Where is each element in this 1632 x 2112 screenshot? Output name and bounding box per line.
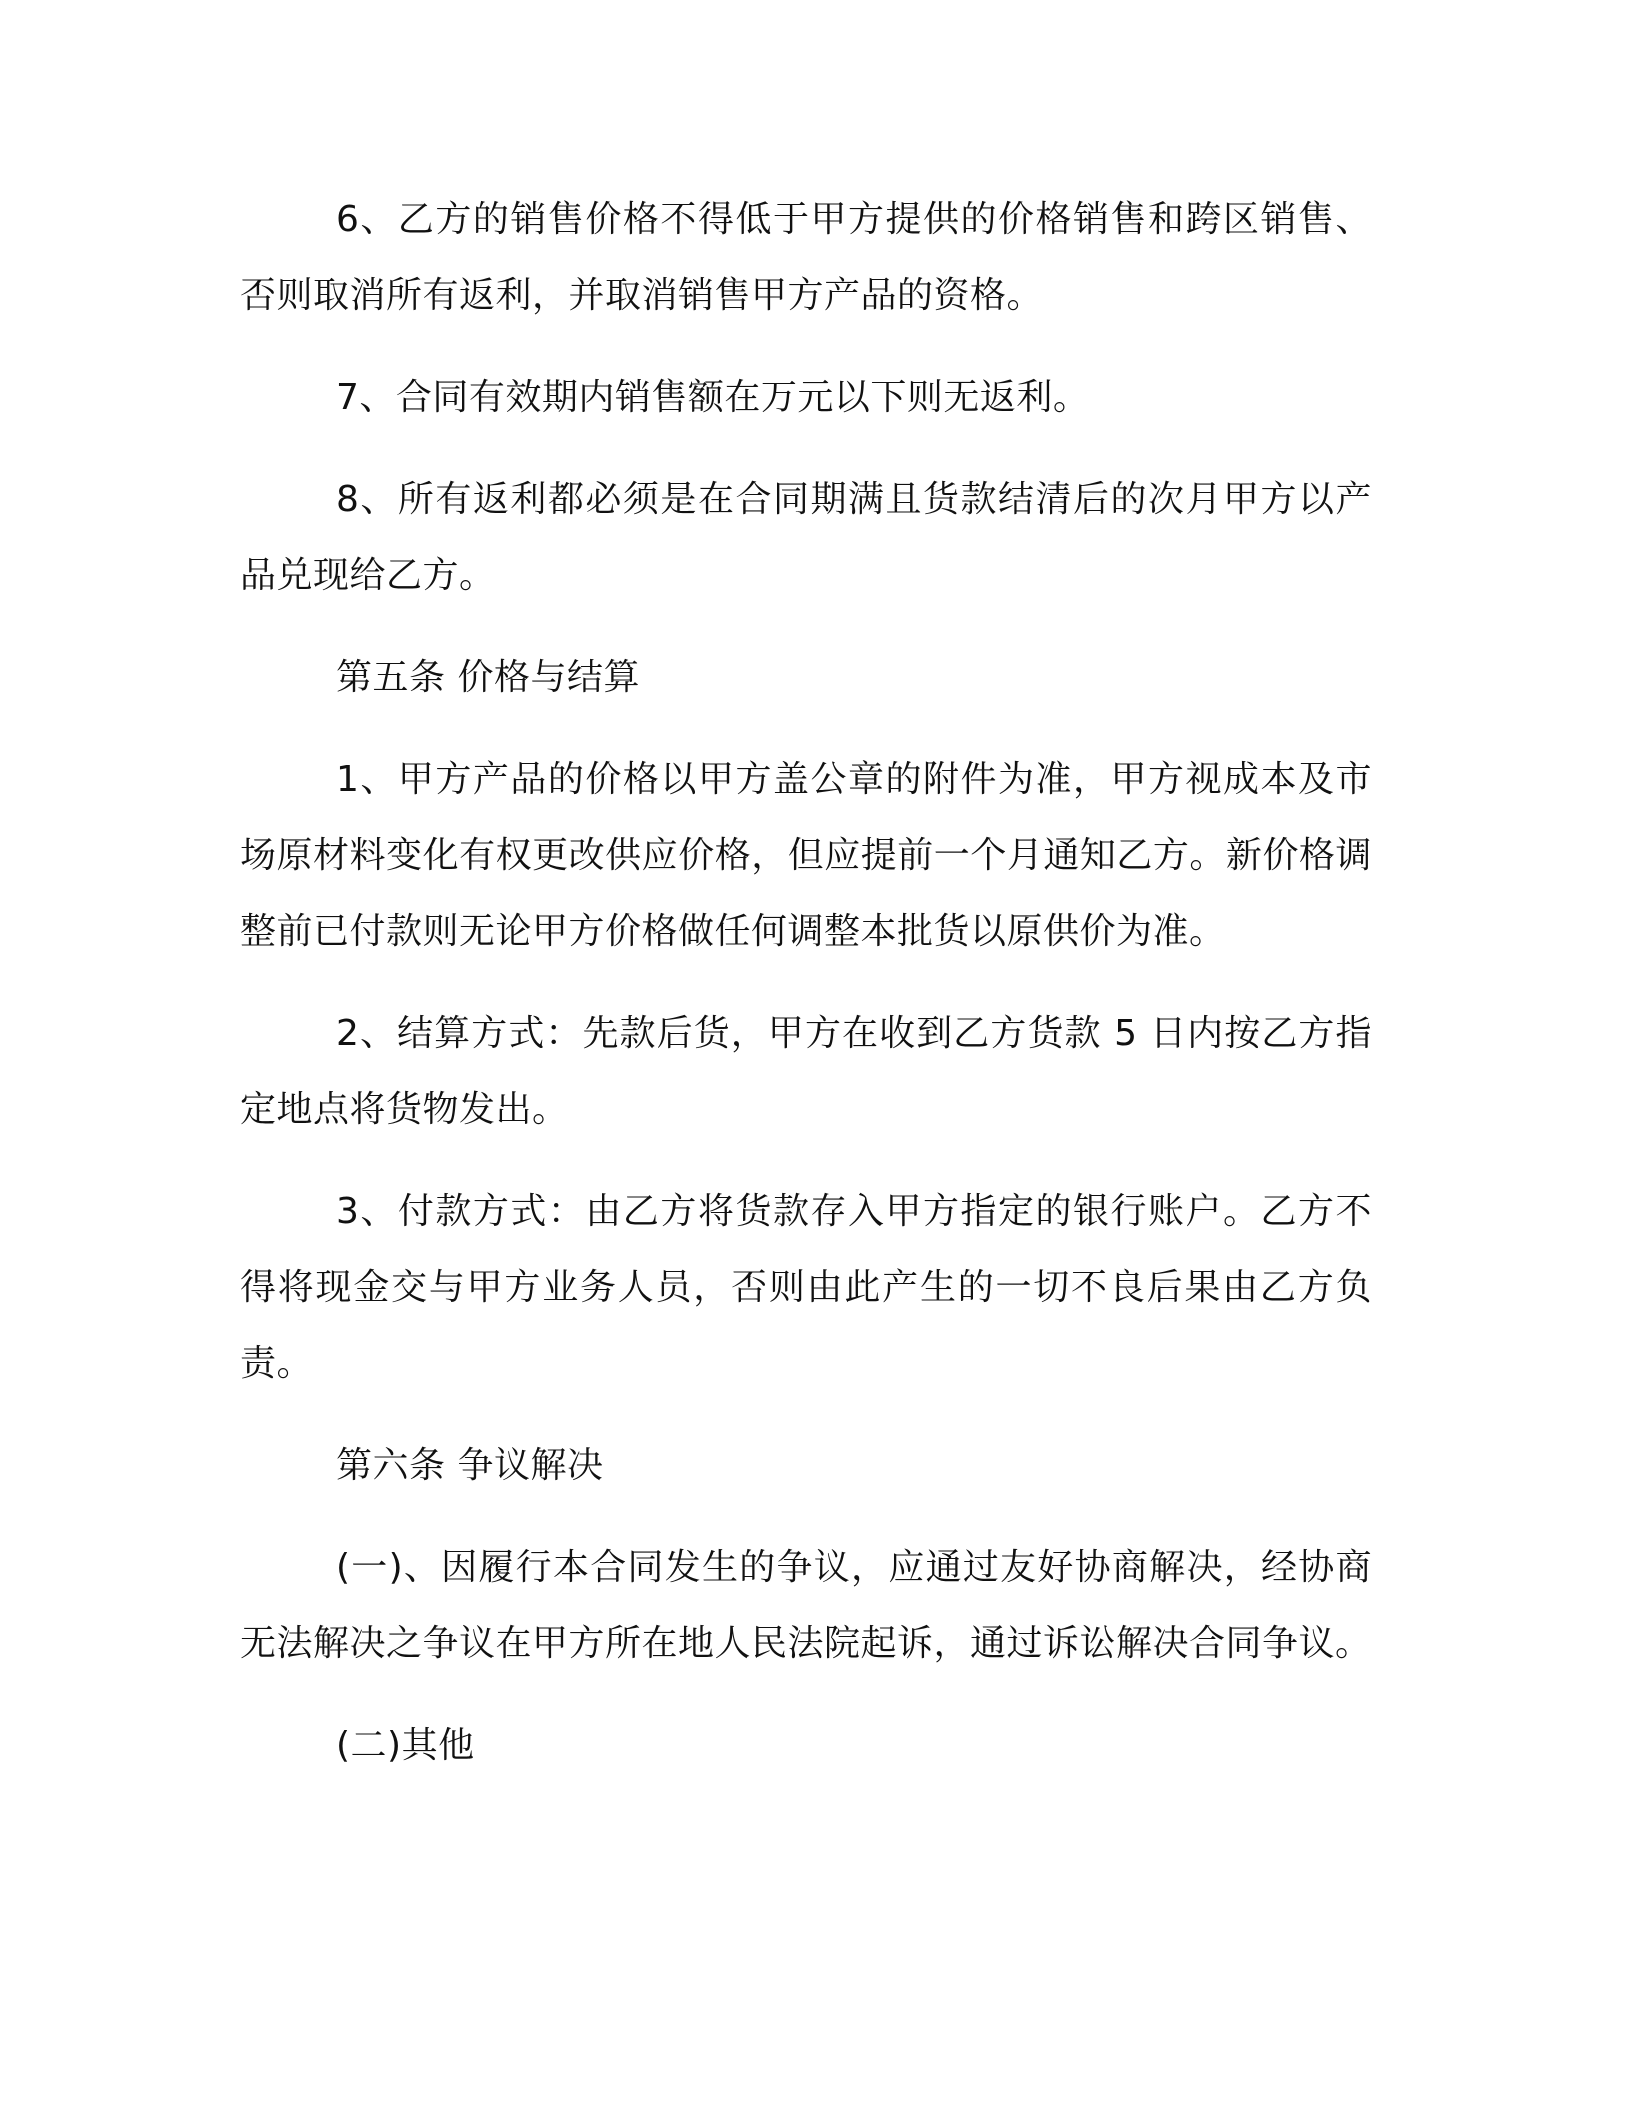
clause-paragraph: 8、所有返利都必须是在合同期满且货款结清后的次月甲方以产品兑现给乙方。 — [240, 479, 1372, 596]
article-heading: 第五条 价格与结算 — [336, 657, 640, 698]
article-heading: 第六条 争议解决 — [336, 1445, 604, 1486]
clause-paragraph: 1、甲方产品的价格以甲方盖公章的附件为准，甲方视成本及市场原材料变化有权更改供应价格，但应提前一个月通知乙方。新价格调整前已付款则无论甲方价格做任何调整本批货以原供价为准。 — [240, 759, 1372, 952]
clause-paragraph: 2、结算方式：先款后货，甲方在收到乙方货款 5 日内按乙方指定地点将货物发出。 — [240, 1013, 1372, 1130]
document-body — [240, 182, 1372, 1810]
clause-paragraph: (一)、因履行本合同发生的争议，应通过友好协商解决，经协商无法解决之争议在甲方所在地人民法院起诉，通过诉讼解决合同争议。 — [240, 1547, 1372, 1664]
clause-paragraph: 6、乙方的销售价格不得低于甲方提供的价格销售和跨区销售、否则取消所有返利，并取消销售甲方产品的资格。 — [240, 199, 1372, 316]
clause-paragraph: (二)其他 — [336, 1725, 475, 1766]
clause-paragraph: 7、合同有效期内销售额在万元以下则无返利。 — [336, 377, 1090, 418]
clause-paragraph: 3、付款方式：由乙方将货款存入甲方指定的银行账户。乙方不得将现金交与甲方业务人员，否则由此产生的一切不良后果由乙方负责。 — [240, 1191, 1372, 1384]
